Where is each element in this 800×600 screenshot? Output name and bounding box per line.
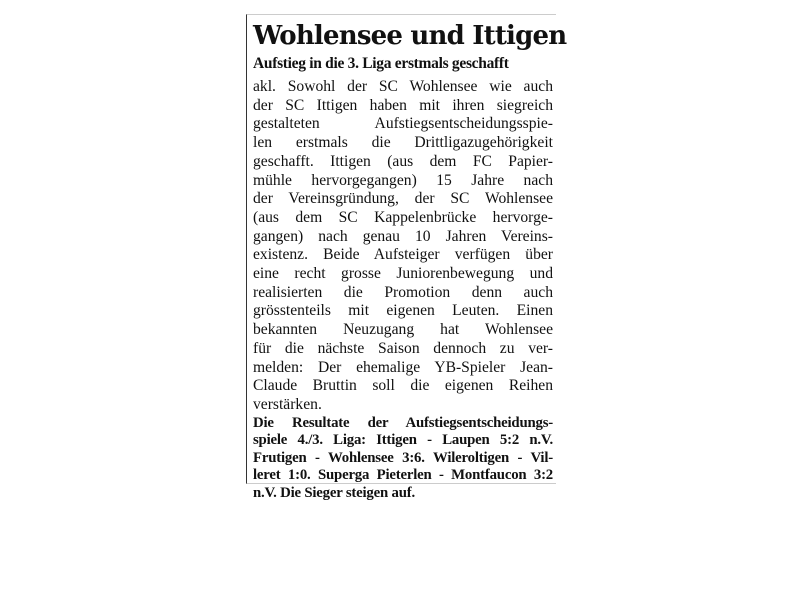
body-line: gestalteten Aufstiegsentscheidungsspie- [253,115,553,133]
body-line: der SC Ittigen haben mit ihren siegreich [253,96,553,114]
results-line: n.V. Die Sieger steigen auf. [253,485,415,502]
results-line: spiele 4./3. Liga: Ittigen - Laupen 5:2 n.V. [253,432,553,449]
body-line: melden: Der ehemalige YB-Spieler Jean- [253,358,553,376]
article-body [253,78,553,415]
results-line: Die Resultate der Aufstiegsentscheidungs- [253,414,553,431]
results-line: leret 1:0. Superga Pieterlen - Montfaucon 3:2 [253,467,553,484]
body-line: der Vereinsgründung, der SC Wohlensee [253,190,553,208]
body-line: Claude Bruttin soll die eigenen Reihen [253,377,553,395]
body-line: existenz. Beide Aufsteiger verfügen über [253,246,553,264]
body-line: eine recht grosse Juniorenbewegung und [253,265,553,283]
body-line: grösstenteils mit eigenen Leuten. Einen [253,302,553,320]
body-line: geschafft. Ittigen (aus dem FC Papier- [253,152,553,170]
article-headline: Wohlensee und Ittigen [253,21,567,51]
article-subheadline: Aufstieg in die 3. Liga erstmals geschafft [253,55,509,72]
body-line: gangen) nach genau 10 Jahren Vereins- [253,227,553,245]
article-results [253,415,553,503]
body-line: len erstmals die Drittligazugehörigkeit [253,134,553,152]
body-line: akl. Sowohl der SC Wohlensee wie auch [253,78,553,95]
body-line: (aus dem SC Kappelenbrücke hervorge- [253,208,553,226]
results-line: Frutigen - Wohlensee 3:6. Wileroltigen - Vil- [253,449,553,466]
body-line: mühle hervorgegangen) 15 Jahre nach [253,171,553,189]
body-line: realisierten die Promotion denn auch [253,283,553,301]
body-line: bekannten Neuzugang hat Wohlensee [253,321,553,339]
body-line: verstärken. [253,395,322,413]
newspaper-clipping [246,14,567,502]
body-line: für die nächste Saison dennoch zu ver- [253,339,553,357]
